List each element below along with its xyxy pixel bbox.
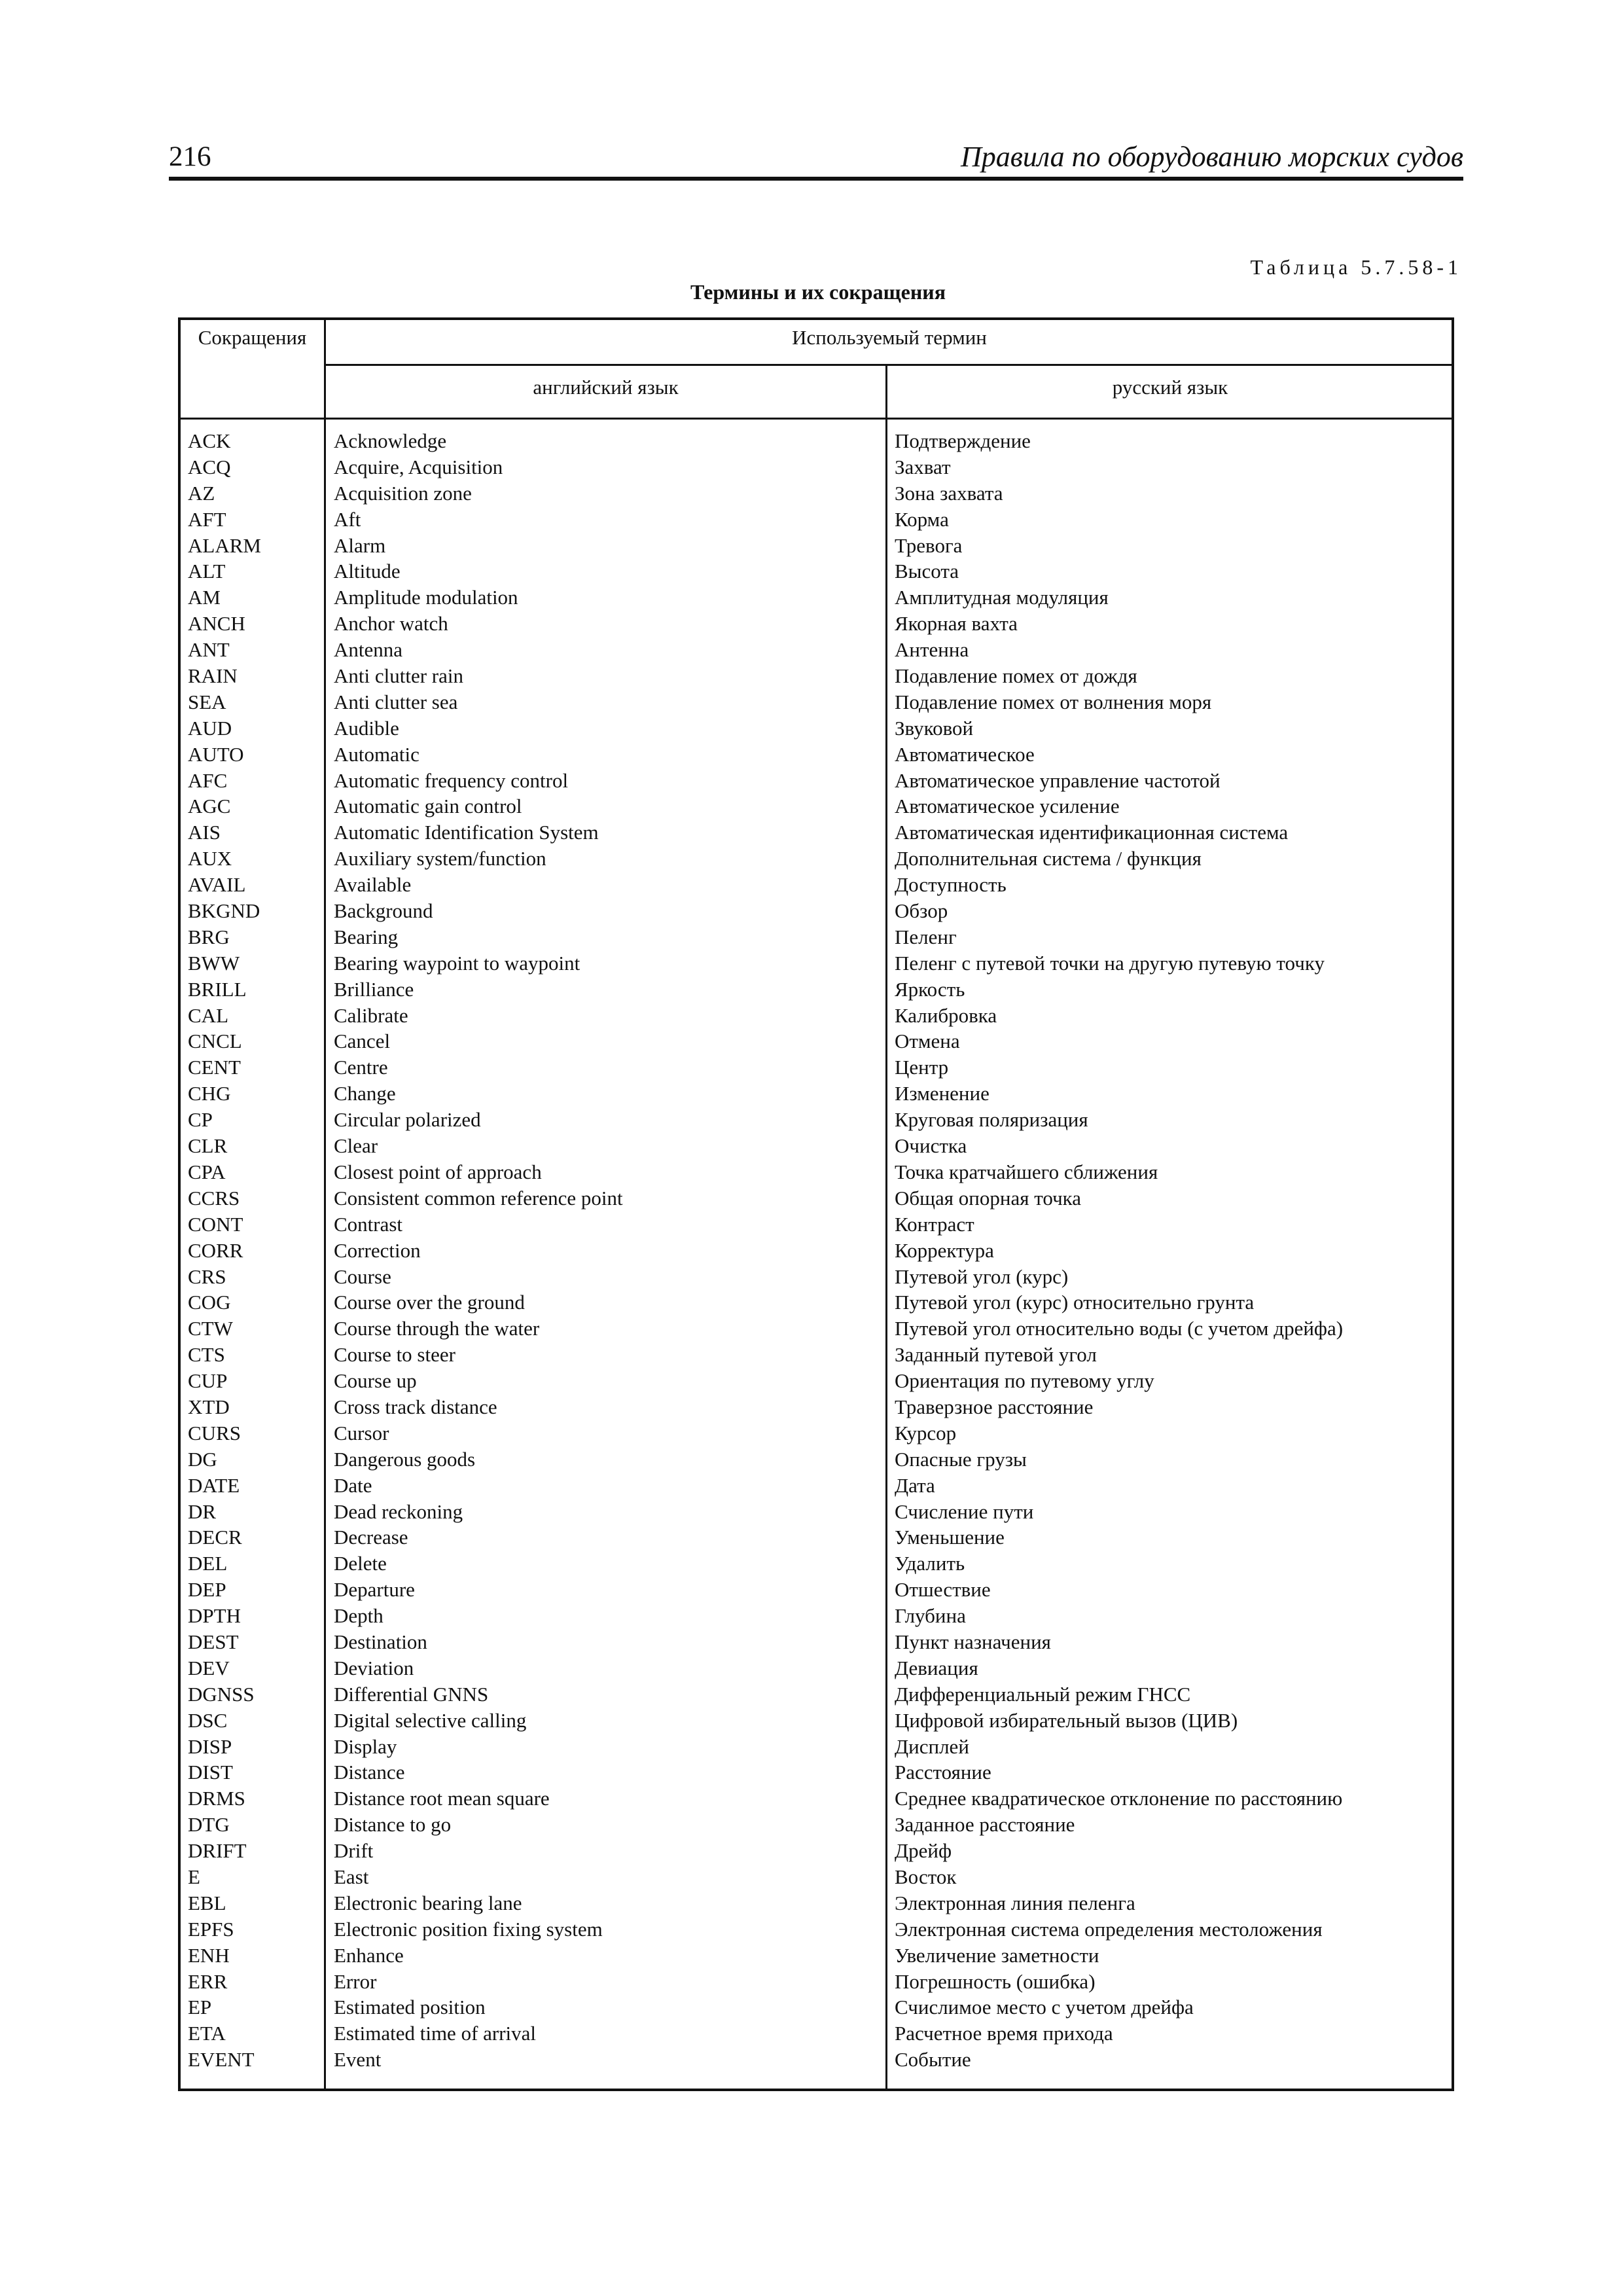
russian-term-cell: Якорная вахта [895,612,1018,636]
abbreviation-cell: DEV [188,1656,230,1679]
english-term-cell: Anchor watch [334,612,448,636]
english-term-cell: Electronic position fixing system [334,1917,603,1941]
russian-term-cell: Опасные грузы [895,1447,1027,1471]
abbreviation-cell: AFT [188,507,226,531]
english-term-cell: Brilliance [334,977,414,1001]
english-term-cell: Audible [334,716,399,740]
english-term-cell: Display [334,1734,397,1758]
russian-term-cell: Путевой угол (курс) [895,1265,1069,1288]
abbreviation-cell: DECR [188,1526,242,1549]
abbreviation-cell: ALARM [188,533,261,557]
russian-term-cell: Погрешность (ошибка) [895,1969,1096,1993]
abbreviation-cell: DEL [188,1552,228,1575]
abbreviation-cell: DG [188,1447,217,1471]
abbreviation-cell: BKGND [188,899,260,923]
russian-term-cell: Автоматическое [895,742,1035,766]
russian-term-cell: Среднее квадратическое отклонение по расстоянию [895,1787,1343,1810]
english-term-cell: Bearing waypoint to waypoint [334,951,580,975]
abbreviation-cell: CUP [188,1369,228,1393]
header-rule [169,177,1463,181]
table-title: Термины и их сокращения [690,280,946,304]
english-term-cell: Altitude [334,560,401,583]
russian-term-cell: Дрейф [895,1839,952,1863]
english-term-cell: Anti clutter rain [334,664,463,688]
abbreviation-cell: DRMS [188,1787,245,1810]
russian-term-cell: Центр [895,1056,949,1079]
abbreviation-cell: DEST [188,1630,239,1653]
russian-term-cell: Высота [895,560,959,583]
russian-term-cell: Дисплей [895,1734,969,1758]
russian-term-cell: Корма [895,507,949,531]
english-term-cell: Distance [334,1761,405,1784]
russian-term-cell: Дифференциальный режим ГНСС [895,1682,1191,1706]
english-term-cell: Centre [334,1056,388,1079]
russian-term-cell: Автоматическое усиление [895,795,1120,818]
english-term-cell: Decrease [334,1526,408,1549]
russian-term-cell: Электронная линия пеленга [895,1891,1135,1914]
abbreviation-cell: E [188,1865,200,1888]
table-label: Таблица 5.7.58-1 [1250,255,1462,279]
russian-term-cell: Расстояние [895,1761,991,1784]
english-term-cell: Date [334,1473,372,1497]
abbreviation-cell: CRS [188,1265,226,1288]
abbreviation-cell: DATE [188,1473,240,1497]
english-term-cell: Deviation [334,1656,414,1679]
abbreviation-cell: CP [188,1108,213,1132]
russian-term-cell: Траверзное расстояние [895,1395,1094,1418]
russian-term-cell: Дата [895,1473,935,1497]
abbreviation-cell: COG [188,1291,231,1314]
english-term-cell: Digital selective calling [334,1708,527,1732]
abbreviation-cell: AM [188,586,221,609]
english-term-cell: Event [334,2048,382,2072]
abbreviation-cell: CONT [188,1212,243,1236]
english-term-cell: Automatic frequency control [334,768,569,792]
abbreviation-cell: EP [188,1996,212,2019]
header-russian: русский язык [1112,376,1228,399]
column-divider-2 [885,365,887,2090]
russian-term-cell: Контраст [895,1212,974,1236]
english-term-cell: Error [334,1969,377,1993]
english-term-cell: Drift [334,1839,374,1863]
abbreviation-cell: CTS [188,1343,225,1367]
russian-term-cell: Увеличение заметности [895,1943,1099,1967]
russian-term-cell: Подтверждение [895,429,1031,452]
russian-term-cell: Счислимое место с учетом дрейфа [895,1996,1194,2019]
russian-term-cell: Курсор [895,1421,957,1444]
english-term-cell: Automatic gain control [334,795,522,818]
english-term-cell: Distance to go [334,1813,452,1837]
abbreviation-cell: AVAIL [188,873,246,897]
english-term-cell: Contrast [334,1212,403,1236]
abbreviation-cell: CURS [188,1421,241,1444]
abbreviation-cell: EPFS [188,1917,234,1941]
abbreviation-cell: DRIFT [188,1839,247,1863]
russian-term-cell: Автоматическое управление частотой [895,768,1221,792]
russian-term-cell: Дополнительная система / функция [895,847,1202,870]
english-term-cell: Cancel [334,1030,391,1053]
english-term-cell: Differential GNNS [334,1682,489,1706]
russian-term-cell: Подавление помех от дождя [895,664,1137,688]
russian-term-cell: Зона захвата [895,481,1003,505]
abbreviation-cell: DR [188,1499,217,1523]
english-term-cell: Closest point of approach [334,1160,542,1183]
english-term-cell: Distance root mean square [334,1787,550,1810]
header-english: английский язык [533,376,679,399]
abbreviation-cell: CORR [188,1238,243,1262]
abbreviation-cell: DTG [188,1813,230,1837]
russian-term-cell: Корректура [895,1238,994,1262]
russian-term-cell: Уменьшение [895,1526,1005,1549]
abbreviation-cell: AIS [188,821,221,844]
russian-term-cell: Тревога [895,533,963,557]
russian-term-cell: Путевой угол относительно воды (с учетом дрейфа) [895,1317,1344,1340]
russian-term-cell: Заданное расстояние [895,1813,1075,1837]
abbreviation-cell: ACQ [188,455,231,478]
russian-term-cell: Яркость [895,977,965,1001]
english-term-cell: Antenna [334,638,403,662]
russian-term-cell: Событие [895,2048,971,2072]
english-term-cell: Electronic bearing lane [334,1891,522,1914]
russian-term-cell: Амплитудная модуляция [895,586,1109,609]
russian-term-cell: Пеленг [895,925,957,948]
abbreviation-cell: CENT [188,1056,241,1079]
page-number: 216 [169,141,211,172]
english-term-cell: Circular polarized [334,1108,481,1132]
english-term-cell: Destination [334,1630,427,1653]
abbreviation-cell: ANT [188,638,230,662]
english-term-cell: Automatic Identification System [334,821,599,844]
abbreviation-cell: ACK [188,429,231,452]
abbreviation-cell: BRG [188,925,230,948]
russian-term-cell: Обзор [895,899,948,923]
running-title: Правила по оборудованию морских судов [960,141,1463,173]
russian-term-cell: Очистка [895,1134,967,1158]
russian-term-cell: Заданный путевой угол [895,1343,1097,1367]
column-divider-1 [324,319,326,2090]
russian-term-cell: Звуковой [895,716,974,740]
abbreviation-cell: CHG [188,1082,231,1105]
russian-term-cell: Счисление пути [895,1499,1034,1523]
english-term-cell: Course up [334,1369,417,1393]
russian-term-cell: Отшествие [895,1578,991,1602]
english-term-cell: Alarm [334,533,386,557]
abbreviation-cell: CTW [188,1317,233,1340]
abbreviation-cell: CNCL [188,1030,242,1053]
russian-term-cell: Пункт назначения [895,1630,1051,1653]
abbreviation-cell: ANCH [188,612,245,636]
english-term-cell: Cross track distance [334,1395,497,1418]
english-term-cell: Cursor [334,1421,389,1444]
russian-term-cell: Антенна [895,638,969,662]
russian-term-cell: Удалить [895,1552,965,1575]
abbreviation-cell: CPA [188,1160,226,1183]
abbreviation-cell: DIST [188,1761,233,1784]
english-term-cell: Acquisition zone [334,481,472,505]
russian-term-column [895,428,1343,2073]
russian-term-cell: Точка кратчайшего сближения [895,1160,1158,1183]
abbreviation-cell: ALT [188,560,226,583]
russian-term-cell: Изменение [895,1082,990,1105]
russian-term-cell: Калибровка [895,1003,997,1027]
abbreviation-cell: AZ [188,481,215,505]
abbreviation-cell: CCRS [188,1186,240,1210]
russian-term-cell: Пеленг с путевой точки на другую путевую точку [895,951,1325,975]
english-term-cell: Course [334,1265,391,1288]
russian-term-cell: Отмена [895,1030,960,1053]
russian-term-cell: Электронная система определения местоложения [895,1917,1323,1941]
russian-term-cell: Доступность [895,873,1007,897]
russian-term-cell: Глубина [895,1604,966,1628]
english-term-cell: Acquire, Acquisition [334,455,503,478]
english-term-cell: Depth [334,1604,383,1628]
russian-term-cell: Общая опорная точка [895,1186,1082,1210]
abbreviation-cell: XTD [188,1395,230,1418]
english-term-cell: Automatic [334,742,419,766]
english-term-cell: East [334,1865,369,1888]
abbreviation-cell: DGNSS [188,1682,255,1706]
abbreviation-cell: DSC [188,1708,228,1732]
abbreviation-cell: DEP [188,1578,226,1602]
abbreviation-cell: EBL [188,1891,226,1914]
english-term-cell: Dead reckoning [334,1499,463,1523]
abbreviation-cell: RAIN [188,664,238,688]
english-term-cell: Dangerous goods [334,1447,476,1471]
abbreviation-cell: ENH [188,1943,230,1967]
abbreviation-cell: DPTH [188,1604,241,1628]
english-term-cell: Enhance [334,1943,404,1967]
header-abbreviations: Сокращения [198,326,307,349]
russian-term-cell: Путевой угол (курс) относительно грунта [895,1291,1255,1314]
abbreviation-cell: AGC [188,795,231,818]
english-term-cell: Course through the water [334,1317,540,1340]
russian-term-cell: Ориентация по путевому углу [895,1369,1154,1393]
page-header [169,141,1463,179]
english-term-cell: Aft [334,507,361,531]
abbreviation-cell: AUX [188,847,232,870]
abbreviation-column [188,428,261,2073]
abbreviation-cell: BRILL [188,977,247,1001]
english-term-cell: Course over the ground [334,1291,525,1314]
header-divider-2 [179,418,1453,420]
english-term-cell: Amplitude modulation [334,586,518,609]
abbreviation-cell: BWW [188,951,240,975]
header-term-used: Используемый термин [792,326,987,349]
abbreviation-cell: AUTO [188,742,244,766]
russian-term-cell: Расчетное время прихода [895,2022,1113,2045]
russian-term-cell: Цифровой избирательный вызов (ЦИВ) [895,1708,1238,1732]
english-term-cell: Change [334,1082,396,1105]
abbreviation-cell: ERR [188,1969,228,1993]
english-term-cell: Acknowledge [334,429,447,452]
abbreviation-cell: EVENT [188,2048,255,2072]
header-divider-1 [325,364,1453,366]
english-term-cell: Auxiliary system/function [334,847,546,870]
english-term-cell: Correction [334,1238,421,1262]
abbreviation-cell: AUD [188,716,232,740]
abbreviation-cell: CLR [188,1134,228,1158]
russian-term-cell: Круговая поляризация [895,1108,1088,1132]
abbreviation-cell: AFC [188,768,228,792]
english-term-cell: Background [334,899,433,923]
abbreviation-cell: DISP [188,1734,232,1758]
english-term-cell: Departure [334,1578,415,1602]
english-term-cell: Estimated time of arrival [334,2022,537,2045]
russian-term-cell: Восток [895,1865,957,1888]
abbreviation-cell: CAL [188,1003,228,1027]
english-term-cell: Anti clutter sea [334,690,458,713]
abbreviation-cell: SEA [188,690,226,713]
english-term-cell: Bearing [334,925,399,948]
russian-term-cell: Подавление помех от волнения моря [895,690,1212,713]
english-term-cell: Estimated position [334,1996,486,2019]
english-term-cell: Course to steer [334,1343,455,1367]
english-term-column [334,428,623,2073]
english-term-cell: Calibrate [334,1003,408,1027]
english-term-cell: Clear [334,1134,378,1158]
english-term-cell: Available [334,873,412,897]
english-term-cell: Consistent common reference point [334,1186,623,1210]
abbreviation-cell: ETA [188,2022,226,2045]
english-term-cell: Delete [334,1552,387,1575]
russian-term-cell: Девиация [895,1656,978,1679]
russian-term-cell: Автоматическая идентификационная система [895,821,1289,844]
russian-term-cell: Захват [895,455,951,478]
